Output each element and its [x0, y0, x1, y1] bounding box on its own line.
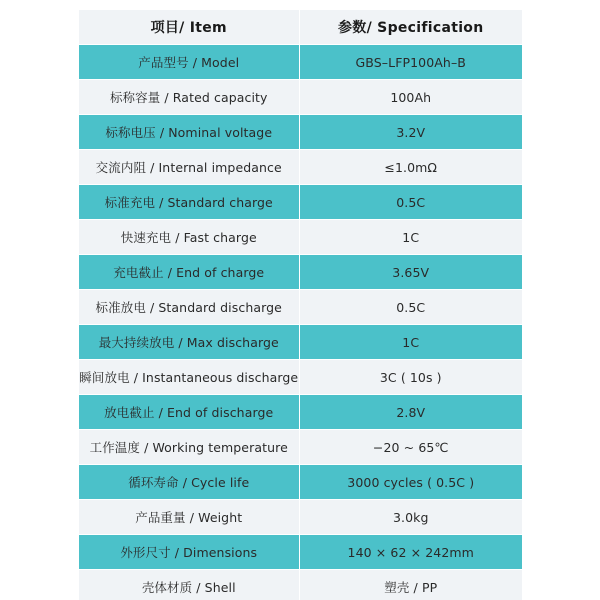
item-cell: 放电截止 / End of discharge	[79, 395, 299, 430]
table-row-fast-charge	[79, 220, 522, 255]
item-cell: 循环寿命 / Cycle life	[79, 465, 299, 500]
value-cell: 1C	[299, 325, 522, 360]
item-cell: 标称容量 / Rated capacity	[79, 80, 299, 115]
table-row-cycle-life	[79, 465, 522, 500]
value-cell: 100Ah	[299, 80, 522, 115]
value-cell: 2.8V	[299, 395, 522, 430]
header-item: 项目/ Item	[79, 10, 299, 45]
item-cell: 最大持续放电 / Max discharge	[79, 325, 299, 360]
table-header-row	[79, 10, 522, 45]
item-cell: 交流内阻 / Internal impedance	[79, 150, 299, 185]
value-cell: 140 × 62 × 242mm	[299, 535, 522, 570]
item-cell: 快速充电 / Fast charge	[79, 220, 299, 255]
table-row-end-of-discharge	[79, 395, 522, 430]
table-row-standard-charge	[79, 185, 522, 220]
value-cell: 塑壳 / PP	[299, 570, 522, 600]
table-row-weight	[79, 500, 522, 535]
item-cell: 产品重量 / Weight	[79, 500, 299, 535]
item-cell: 工作温度 / Working temperature	[79, 430, 299, 465]
value-cell: 3000 cycles ( 0.5C )	[299, 465, 522, 500]
item-cell: 标准充电 / Standard charge	[79, 185, 299, 220]
value-cell: 0.5C	[299, 185, 522, 220]
value-cell: ≤1.0mΩ	[299, 150, 522, 185]
table-row-end-of-charge	[79, 255, 522, 290]
table-row-instantaneous-discharge	[79, 360, 522, 395]
item-cell: 壳体材质 / Shell	[79, 570, 299, 600]
specification-table	[79, 10, 522, 600]
value-cell: GBS–LFP100Ah–B	[299, 45, 522, 80]
value-cell: 1C	[299, 220, 522, 255]
table-row-model	[79, 45, 522, 80]
value-cell: 0.5C	[299, 290, 522, 325]
table-row-standard-discharge	[79, 290, 522, 325]
value-cell: −20 ~ 65℃	[299, 430, 522, 465]
item-cell: 产品型号 / Model	[79, 45, 299, 80]
item-cell: 外形尺寸 / Dimensions	[79, 535, 299, 570]
table-row-internal-impedance	[79, 150, 522, 185]
item-cell: 瞬间放电 / Instantaneous discharge	[79, 360, 299, 395]
item-cell: 充电截止 / End of charge	[79, 255, 299, 290]
item-cell: 标准放电 / Standard discharge	[79, 290, 299, 325]
table-row-working-temperature	[79, 430, 522, 465]
table-row-max-discharge	[79, 325, 522, 360]
table-row-rated-capacity	[79, 80, 522, 115]
header-specification: 参数/ Specification	[299, 10, 522, 45]
table-row-shell	[79, 570, 522, 600]
item-cell: 标称电压 / Nominal voltage	[79, 115, 299, 150]
value-cell: 3C ( 10s )	[299, 360, 522, 395]
value-cell: 3.2V	[299, 115, 522, 150]
table-row-dimensions	[79, 535, 522, 570]
value-cell: 3.0kg	[299, 500, 522, 535]
table-row-nominal-voltage	[79, 115, 522, 150]
value-cell: 3.65V	[299, 255, 522, 290]
